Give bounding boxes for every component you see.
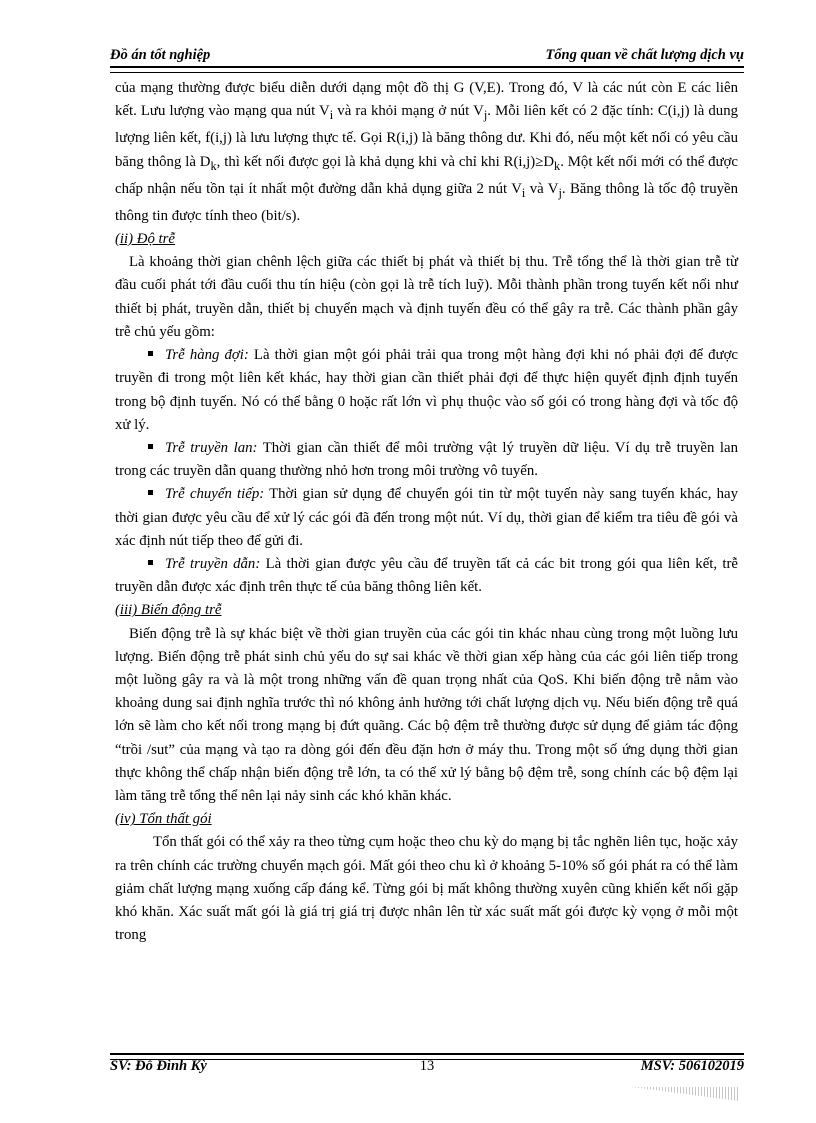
square-bullet-icon bbox=[148, 351, 153, 356]
bullet-text: Là thời gian một gói phải trải qua trong một hàng đợi khi nó phải đợi để được truyền đi trong một liên kết khác, hay thời gian cần thiết phải đợi để thực hiện quyết định định tuyến trong bộ định tuyến. Nó có thể bằng 0 hoặc rất lớn vì phụ thuộc vào số gói có trong hàng đợi và tốc độ xử lý. bbox=[115, 347, 738, 433]
square-bullet-icon bbox=[148, 560, 153, 565]
square-bullet-icon bbox=[148, 444, 153, 449]
header-chapter-title: Tổng quan về chất lượng dịch vụ bbox=[545, 47, 744, 63]
header-divider bbox=[110, 66, 744, 73]
section-heading-delay: (ii) Độ trễ bbox=[115, 231, 175, 248]
section-heading-jitter: (iii) Biến động trễ bbox=[115, 602, 222, 619]
page-number: 13 bbox=[419, 1058, 435, 1074]
bullet-term: Trễ chuyển tiếp: bbox=[165, 486, 265, 503]
footer-student-id: MSV: 506102019 bbox=[640, 1058, 744, 1074]
delay-paragraph: Là khoảng thời gian chênh lệch giữa các thiết bị phát và thiết bị thu. Trễ tổng thể là thời gian trễ từ đầu cuối phát tới đầu cuối thu tín hiệu (còn gọi là trễ tích luỹ). Mỗi thành phần trong tuyến kết nối như thiết bị phát, truyền dẫn, thiết bị chuyển mạch và định tuyến đều có thể gây ra trễ. Các thành phần gây trễ chủ yếu gồm: bbox=[115, 254, 738, 340]
intro-paragraph: của mạng thường được biểu diễn dưới dạng một đồ thị G (V,E). Trong đó, V là các nút còn E các liên kết. Lưu lượng vào mạng qua nút $V_i$ và ra khỏi mạng ở nút $V_j$. Mỗi liên kết có 2 đặc tính: C(i,j) là dung lượng liên kết, f(i,j) là lưu lượng thực tế. Gọi R(i,j) là băng thông dư. Khi đó, nếu một kết nối có yêu cầu băng thông là $D_k$, thì kết nối được gọi là khả dụng khi và chỉ khi $R(i,j)\ge D_k$. Một kết nối mới có thể được chấp nhận nếu tồn tại ít nhất một đường dẫn khả dụng giữa 2 nút $V_i$ và $V_j$. Băng thông là tốc độ truyền thông tin được tính theo (bit/s). bbox=[115, 80, 739, 224]
packet-loss-paragraph: Tổn thất gói có thể xảy ra theo từng cụm hoặc theo chu kỳ do mạng bị tắc nghẽn liên tục, hoặc xảy ra trên chính các trường chuyển mạch gói. Mất gói theo chu kì ở khoảng 5-10% số gói phát ra có thể làm giảm chất lượng mạng xuống cấp đáng kể. Từng gói bị mất không thường xuyên cũng khiến kết nối gặp khó khăn. Xác suất mất gói là giá trị giá trị được nhân lên từ xác suất mất gói được kỳ vọng ở mỗi một trong bbox=[115, 834, 738, 944]
bullet-text: Là thời gian được yêu cầu để truyền tất cả các bit trong gói qua liên kết, trễ truyền dẫn được xác định trên thực tế của băng thông liên kết. bbox=[115, 555, 738, 596]
bullet-term: Trễ hàng đợi: bbox=[165, 347, 249, 364]
page-header bbox=[110, 40, 744, 64]
footer-student-name: SV: Đỗ Đình Kỳ bbox=[110, 1058, 207, 1074]
bullet-term: Trễ truyền dẫn: bbox=[165, 555, 261, 572]
page-footer bbox=[110, 1058, 744, 1080]
section-heading-packet-loss: (iv) Tổn thất gói bbox=[115, 811, 212, 828]
bullet-transmission-delay bbox=[115, 553, 738, 599]
bullet-queue-delay bbox=[115, 344, 738, 437]
header-thesis-title: Đồ án tốt nghiệp bbox=[110, 47, 211, 63]
bullet-text: Thời gian sử dụng để chuyển gói tin từ một tuyến này sang tuyến khác, hay thời gian được yêu cầu để xử lý các gói đã đến trong một nút. Ví dụ, thời gian để kiểm tra tiêu đề gói và xác định nút tiếp theo để gửi đi. bbox=[115, 486, 738, 549]
bullet-term: Trễ truyền lan: bbox=[165, 439, 258, 456]
jitter-paragraph: Biến động trễ là sự khác biệt về thời gian truyền của các gói tin khác nhau cùng trong một luồng lưu lượng. Biến động trễ phát sinh chủ yếu do sự sai khác về thời gian xếp hàng của các gói liên tiếp trong một luồng gây ra và là một trong những vấn đề quan trọng nhất của QoS. Khi biến động trễ nằm vào khoảng dung sai định nghĩa trước thì nó không ảnh hưởng tới chất lượng dịch vụ. Nếu biến động trễ quá lớn sẽ làm cho kết nối trong mạng bị đứt quãng. Các bộ đệm trễ thường được sử dụng để giảm tác động “trồi /sut” của mạng và tạo ra dòng gói đến đều đặn hơn ở máy thu. Trong một số ứng dụng thời gian thực không thể chấp nhận biến động trễ lớn, ta có thể xử lý bằng bộ đệm trễ, song chính các bộ đệm lại làm tăng trễ tổng thể nên lại nảy sinh các khó khăn khác. bbox=[115, 625, 738, 804]
bullet-forwarding-delay bbox=[115, 483, 738, 553]
bullet-propagation-delay bbox=[115, 437, 738, 483]
footer-decoration bbox=[632, 1087, 738, 1101]
square-bullet-icon bbox=[148, 490, 153, 495]
page-body bbox=[115, 77, 738, 947]
bullet-text: Thời gian cần thiết để môi trường vật lý truyền dữ liệu. Ví dụ trễ truyền lan trong các truyền dẫn quang thường nhỏ hơn trong môi trường vô tuyến. bbox=[115, 439, 738, 480]
